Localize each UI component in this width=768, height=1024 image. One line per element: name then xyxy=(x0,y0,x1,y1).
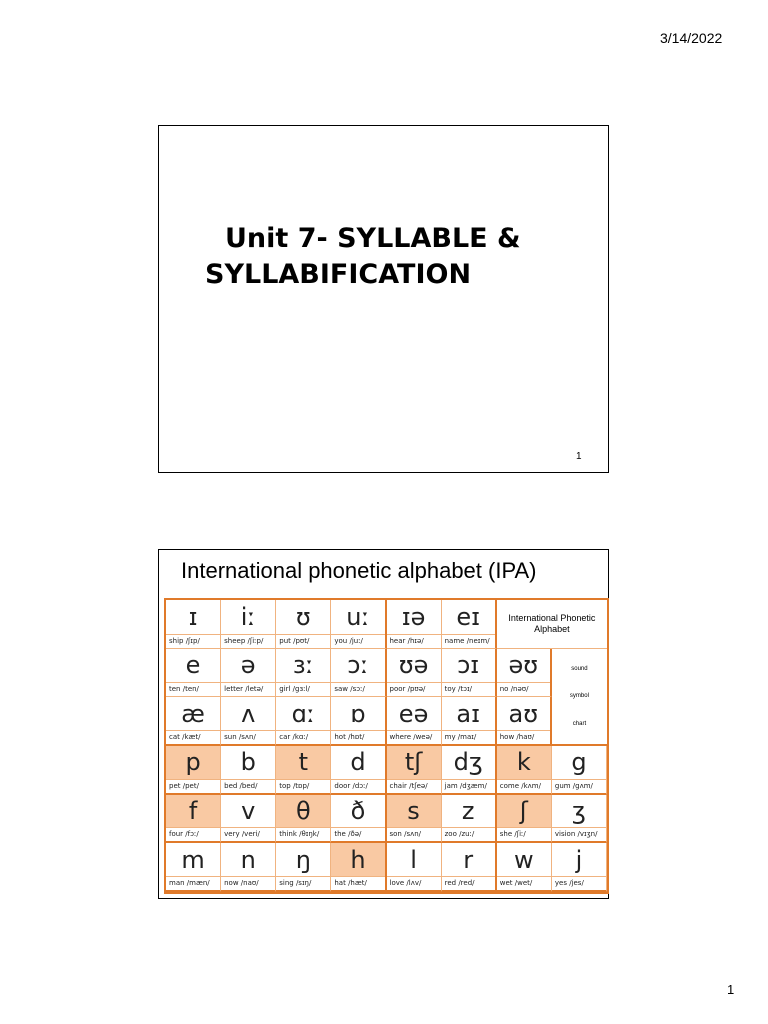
ipa-example: she /ʃiː/ xyxy=(497,827,551,841)
ipa-cell xyxy=(166,649,221,698)
ipa-example: car /kɑː/ xyxy=(276,730,330,744)
ipa-symbol: j xyxy=(575,845,583,874)
ipa-symbol: p xyxy=(166,746,220,779)
ipa-example: hear /hɪə/ xyxy=(387,634,441,648)
ipa-example: son /sʌn/ xyxy=(387,827,441,841)
ipa-symbol: z xyxy=(461,796,475,825)
ipa-example: the /ðə/ xyxy=(331,827,384,841)
ipa-symbol: æ xyxy=(181,699,205,728)
ipa-symbol: ɪ xyxy=(188,602,198,631)
ipa-cell xyxy=(166,600,221,649)
ipa-example: ship /ʃɪp/ xyxy=(166,634,220,648)
ipa-example: cat /kæt/ xyxy=(166,730,220,744)
ipa-symbol: ɪə xyxy=(401,602,426,631)
slide-2 xyxy=(158,549,609,899)
ipa-example: poor /pʊə/ xyxy=(387,682,441,696)
ipa-cell xyxy=(442,795,497,844)
ipa-example: yes /jes/ xyxy=(552,876,606,890)
ipa-example: how /haʊ/ xyxy=(497,730,550,744)
ipa-example: man /mæn/ xyxy=(166,876,220,890)
ipa-symbol: r xyxy=(463,845,474,874)
ipa-example: think /θɪŋk/ xyxy=(276,827,330,841)
ipa-cell xyxy=(276,649,331,698)
ipa-cell xyxy=(442,843,497,892)
ipa-symbol: d xyxy=(350,748,366,777)
ipa-symbol: l xyxy=(410,845,417,874)
ipa-symbol: n xyxy=(240,845,256,874)
ipa-example: top /tɒp/ xyxy=(276,779,330,793)
legend-word: sound xyxy=(571,665,588,672)
ipa-example: chair /tʃeə/ xyxy=(387,779,441,793)
ipa-cell xyxy=(221,843,276,892)
ipa-cell xyxy=(276,600,331,649)
ipa-cell xyxy=(552,843,607,892)
ipa-example: put /pʊt/ xyxy=(276,634,330,648)
ipa-symbol: s xyxy=(387,795,441,828)
ipa-symbol: ŋ xyxy=(295,845,311,874)
ipa-cell xyxy=(497,795,552,844)
slide-1-number: 1 xyxy=(576,451,582,462)
ipa-symbol: ð xyxy=(350,796,366,825)
ipa-cell xyxy=(331,795,386,844)
ipa-symbol: v xyxy=(241,796,256,825)
slide-1-title-line-1: Unit 7- SYLLABLE & xyxy=(225,223,521,254)
ipa-symbol: m xyxy=(181,845,205,874)
ipa-symbol: iː xyxy=(240,602,256,631)
ipa-symbol: aʊ xyxy=(508,699,539,728)
ipa-cell xyxy=(221,795,276,844)
ipa-symbol: e xyxy=(185,651,201,680)
ipa-example: no /nəʊ/ xyxy=(497,682,550,696)
ipa-example: wet /wet/ xyxy=(497,876,551,890)
ipa-cell xyxy=(331,600,386,649)
ipa-cell xyxy=(442,746,497,795)
ipa-symbol: k xyxy=(497,746,551,779)
ipa-symbol: ɔː xyxy=(347,651,369,680)
ipa-symbol: ɒ xyxy=(350,699,366,728)
ipa-symbol: ɜː xyxy=(292,651,314,680)
ipa-symbol: ɔɪ xyxy=(457,651,480,680)
page-date: 3/14/2022 xyxy=(660,30,723,46)
ipa-example: hot /hɒt/ xyxy=(331,730,384,744)
ipa-example: saw /sɔː/ xyxy=(331,682,384,696)
ipa-cell xyxy=(497,697,552,746)
ipa-cell xyxy=(497,843,552,892)
ipa-cell xyxy=(497,746,552,795)
ipa-cell xyxy=(276,697,331,746)
ipa-symbol: eə xyxy=(398,699,429,728)
ipa-cell xyxy=(276,795,331,844)
ipa-example: very /veri/ xyxy=(221,827,275,841)
ipa-cell xyxy=(166,843,221,892)
ipa-symbol: ə xyxy=(240,651,256,680)
ipa-example: you /juː/ xyxy=(331,634,384,648)
chart-legend-words xyxy=(552,649,607,746)
ipa-cell xyxy=(166,697,221,746)
ipa-example: sun /sʌn/ xyxy=(221,730,275,744)
ipa-symbol: uː xyxy=(346,602,370,631)
ipa-cell xyxy=(387,649,442,698)
ipa-cell xyxy=(276,843,331,892)
ipa-example: my /maɪ/ xyxy=(442,730,495,744)
ipa-cell xyxy=(221,600,276,649)
ipa-cell xyxy=(331,746,386,795)
ipa-cell xyxy=(331,843,386,892)
ipa-symbol: h xyxy=(331,843,384,876)
ipa-symbol: dʒ xyxy=(453,748,483,777)
ipa-symbol: ʃ xyxy=(497,795,551,828)
ipa-cell xyxy=(387,795,442,844)
ipa-example: love /lʌv/ xyxy=(387,876,441,890)
ipa-symbol: θ xyxy=(276,795,330,828)
ipa-example: zoo /zuː/ xyxy=(442,827,495,841)
ipa-example: jam /dʒæm/ xyxy=(442,779,495,793)
ipa-symbol: ɑː xyxy=(291,699,315,728)
ipa-cell xyxy=(497,649,552,698)
ipa-cell xyxy=(387,746,442,795)
ipa-cell xyxy=(166,795,221,844)
ipa-example: toy /tɔɪ/ xyxy=(442,682,495,696)
ipa-example: name /neɪm/ xyxy=(442,634,495,648)
ipa-cell xyxy=(387,600,442,649)
slide-1-title xyxy=(205,221,595,293)
ipa-symbol: g xyxy=(571,748,587,777)
ipa-example: girl /gɜːl/ xyxy=(276,682,330,696)
ipa-symbol: ʊ xyxy=(295,602,311,631)
ipa-chart xyxy=(164,598,609,894)
ipa-cell xyxy=(221,697,276,746)
ipa-cell xyxy=(221,746,276,795)
ipa-cell xyxy=(442,649,497,698)
ipa-symbol: ʌ xyxy=(241,699,256,728)
ipa-example: gum /gʌm/ xyxy=(552,779,606,793)
ipa-example: pet /pet/ xyxy=(166,779,220,793)
ipa-example: come /kʌm/ xyxy=(497,779,551,793)
ipa-example: hat /hæt/ xyxy=(331,876,384,890)
ipa-cell xyxy=(552,795,607,844)
ipa-cell xyxy=(166,746,221,795)
ipa-example: ten /ten/ xyxy=(166,682,220,696)
ipa-symbol: ʊə xyxy=(398,651,429,680)
slide-1 xyxy=(158,125,609,473)
legend-word: symbol xyxy=(569,693,589,700)
ipa-example: four /fɔː/ xyxy=(166,827,220,841)
slide-2-title: International phonetic alphabet (IPA) xyxy=(181,558,537,583)
ipa-example: letter /letə/ xyxy=(221,682,275,696)
ipa-symbol: f xyxy=(166,795,220,828)
ipa-cell xyxy=(442,697,497,746)
ipa-cell xyxy=(387,697,442,746)
ipa-cell xyxy=(552,746,607,795)
ipa-cell xyxy=(442,600,497,649)
ipa-symbol: əʊ xyxy=(508,651,539,680)
ipa-cell xyxy=(331,697,386,746)
ipa-symbol: b xyxy=(240,748,256,777)
ipa-symbol: ʒ xyxy=(572,796,586,825)
page-number: 1 xyxy=(727,982,735,997)
ipa-example: sheep /ʃiːp/ xyxy=(221,634,275,648)
ipa-example: sing /sɪŋ/ xyxy=(276,876,330,890)
legend-word: chart xyxy=(572,721,587,728)
ipa-example: door /dɔː/ xyxy=(331,779,384,793)
ipa-example: vision /vɪʒn/ xyxy=(552,827,606,841)
ipa-symbol: tʃ xyxy=(387,746,441,779)
ipa-example: red /red/ xyxy=(442,876,495,890)
ipa-cell xyxy=(331,649,386,698)
ipa-example: now /naʊ/ xyxy=(221,876,275,890)
ipa-symbol: eɪ xyxy=(456,602,481,631)
ipa-cell xyxy=(387,843,442,892)
slide-1-title-line-2: SYLLABIFICATION xyxy=(205,259,472,290)
ipa-symbol: t xyxy=(276,746,330,779)
ipa-example: bed /bed/ xyxy=(221,779,275,793)
ipa-symbol: w xyxy=(513,845,534,874)
ipa-cell xyxy=(276,746,331,795)
ipa-cell xyxy=(221,649,276,698)
chart-legend-title: International Phonetic Alphabet xyxy=(497,600,607,649)
ipa-symbol: aɪ xyxy=(456,699,480,728)
ipa-example: where /weə/ xyxy=(387,730,441,744)
